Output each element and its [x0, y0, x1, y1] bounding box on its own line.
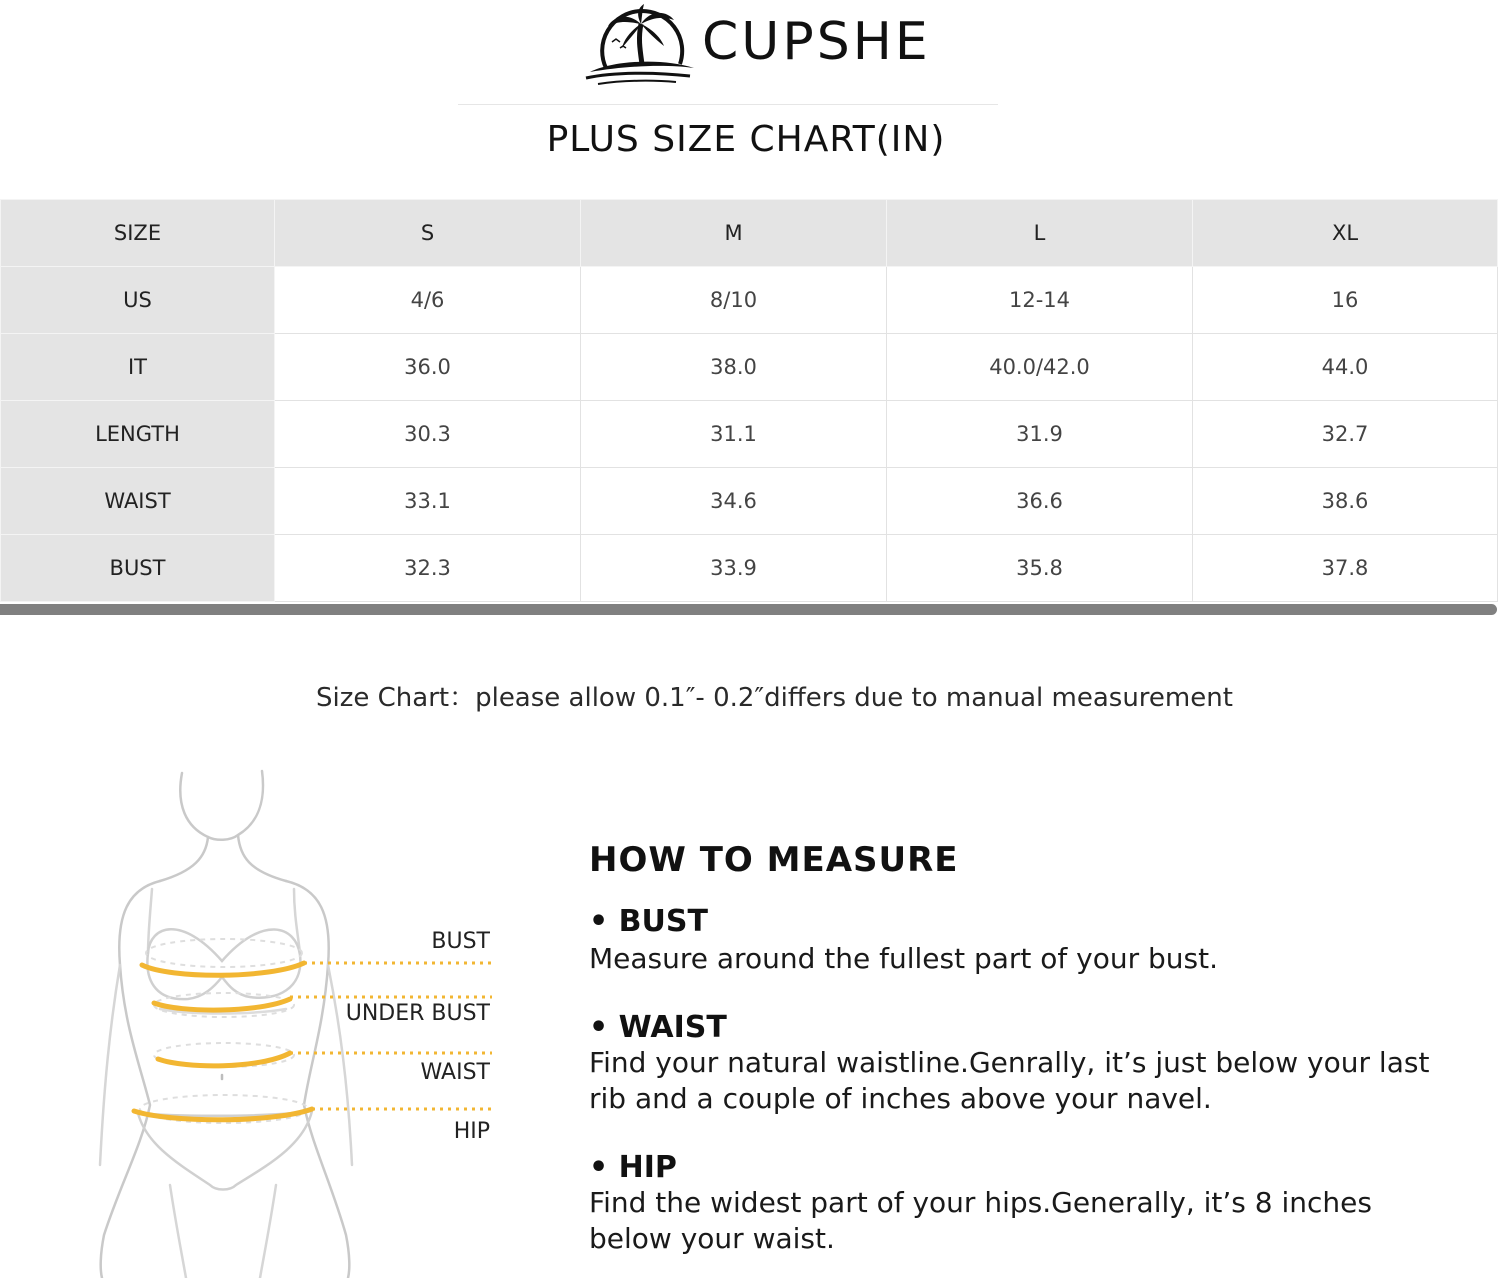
row-label: LENGTH — [1, 401, 275, 468]
row-label: BUST — [1, 535, 275, 602]
waist-description: Find your natural waistline.Genrally, it’s just below your last rib and a couple of inches above your navel. — [589, 1046, 1430, 1115]
table-row — [1, 401, 1498, 468]
table-cell: 12-14 — [887, 267, 1193, 334]
bust-heading-text: BUST — [618, 904, 708, 939]
table-cell: 38.6 — [1193, 468, 1498, 535]
waist-heading-text: WAIST — [618, 1010, 727, 1045]
header-cell: SIZE — [1, 200, 275, 267]
table-cell: 44.0 — [1193, 334, 1498, 401]
table-cell: 38.0 — [581, 334, 887, 401]
row-label: WAIST — [1, 468, 275, 535]
table-row — [1, 535, 1498, 602]
table-cell: 32.7 — [1193, 401, 1498, 468]
brand-name: CUPSHE — [702, 12, 931, 72]
header-cell: M — [581, 200, 887, 267]
table-cell: 37.8 — [1193, 535, 1498, 602]
table-cell: 4/6 — [275, 267, 581, 334]
bust-description: Measure around the fullest part of your bust. — [589, 942, 1219, 975]
header-cell: L — [887, 200, 1193, 267]
table-row — [1, 267, 1498, 334]
table-cell: 31.1 — [581, 401, 887, 468]
table-header-row — [1, 200, 1498, 267]
body-measurement-figure — [90, 765, 510, 1278]
table-cell: 16 — [1193, 267, 1498, 334]
table-cell: 35.8 — [887, 535, 1193, 602]
how-to-measure-title: HOW TO MEASURE — [589, 840, 959, 880]
table-cell: 8/10 — [581, 267, 887, 334]
table-bottom-bar — [0, 604, 1497, 615]
table-cell: 36.0 — [275, 334, 581, 401]
waist-label: WAIST — [420, 1060, 490, 1085]
table-cell: 40.0/42.0 — [887, 334, 1193, 401]
table-cell: 36.6 — [887, 468, 1193, 535]
row-label: US — [1, 267, 275, 334]
header-cell: S — [275, 200, 581, 267]
table-cell: 30.3 — [275, 401, 581, 468]
measurement-note: Size Chart：please allow 0.1″- 0.2″differs due to manual measurement — [316, 683, 1233, 713]
hip-description: Find the widest part of your hips.Generally, it’s 8 inches below your waist. — [589, 1186, 1372, 1255]
bust-label: BUST — [431, 929, 490, 954]
waist-heading: • WAIST — [589, 1010, 727, 1045]
table-row — [1, 334, 1498, 401]
header-cell: XL — [1193, 200, 1498, 267]
size-table — [0, 199, 1498, 602]
hip-label: HIP — [453, 1119, 490, 1144]
bust-heading: • BUST — [589, 904, 708, 939]
table-cell: 33.9 — [581, 535, 887, 602]
palm-tree-island-icon — [584, 2, 699, 86]
table-cell: 32.3 — [275, 535, 581, 602]
hip-heading-text: HIP — [618, 1150, 677, 1185]
table-cell: 31.9 — [887, 401, 1193, 468]
chart-title: PLUS SIZE CHART(IN) — [546, 119, 946, 160]
title-divider — [458, 104, 998, 105]
table-cell: 33.1 — [275, 468, 581, 535]
table-row — [1, 468, 1498, 535]
row-label: IT — [1, 334, 275, 401]
hip-heading: • HIP — [589, 1150, 677, 1185]
brand-logo — [584, 2, 931, 86]
under-bust-label: UNDER BUST — [345, 1001, 490, 1026]
table-cell: 34.6 — [581, 468, 887, 535]
